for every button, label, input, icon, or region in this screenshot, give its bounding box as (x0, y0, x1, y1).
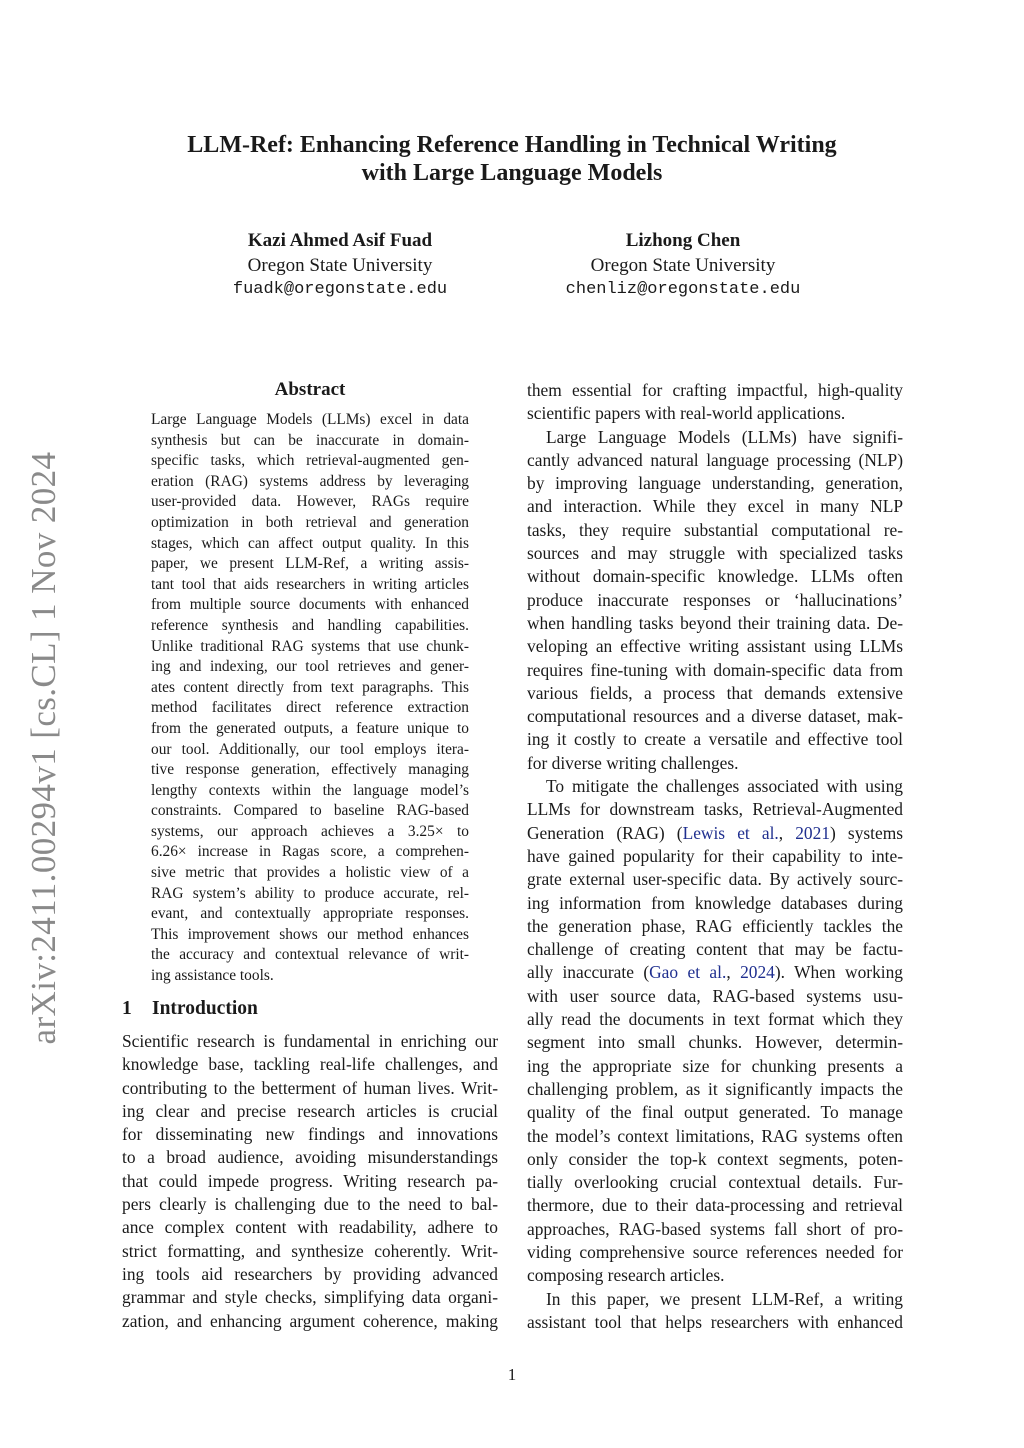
body-line: ing it costly to create a versatile and effective tool (527, 729, 903, 750)
body-line: them essential for crafting impactful, high-quality (527, 380, 903, 400)
body-line: scientific papers with real-world applications. (527, 403, 846, 424)
body-line: with user source data, RAG-based systems usu- (527, 985, 903, 1006)
abstract-line: tive response generation, effectively managing (151, 761, 469, 779)
abstract-line: ates content directly from text paragraphs. This (151, 678, 469, 696)
paper-title (0, 131, 1024, 187)
body-line: knowledge base, tackling real-life challenges, and (122, 1054, 498, 1075)
text-segment: , (726, 962, 741, 983)
body-line: and interaction. While they excel in many NLP (527, 496, 903, 517)
intro-paragraph-4 (527, 1288, 903, 1335)
author-email[interactable]: chenliz@oregonstate.edu (565, 280, 801, 299)
body-line: computational resources and a diverse dataset, mak- (527, 706, 903, 727)
abstract-line: ing and indexing, our tool retrieves and gener- (151, 658, 469, 676)
author-affiliation: Oregon State University (247, 254, 433, 276)
intro-paragraph-3 (527, 775, 903, 1288)
body-line: Scientific research is fundamental in enriching our (122, 1031, 498, 1051)
body-line: ance complex content with readability, adhere to (122, 1217, 498, 1238)
abstract-line: systems, our approach achieves a 3.25× to (151, 822, 469, 840)
body-line: To mitigate the challenges associated with using (546, 776, 903, 797)
abstract-line: This improvement shows our method enhances (151, 925, 469, 943)
body-line: grate external user-specific data. By actively sourc- (527, 869, 903, 890)
abstract-line: eration (RAG) systems address by leveraging (151, 472, 469, 490)
body-line: grammar and style checks, simplifying data organi- (122, 1287, 498, 1308)
body-line: have gained popularity for their capability to inte- (527, 845, 903, 866)
body-line: that could impede progress. Writing research pa- (122, 1170, 498, 1191)
body-line: to a broad audience, avoiding misunderstandings (122, 1147, 498, 1168)
citation-link-gao-authors[interactable]: Gao et al. (649, 962, 727, 983)
abstract-line: from the generated outputs, a feature unique to (151, 719, 469, 737)
section-number: 1 (122, 998, 132, 1019)
arxiv-identifier-text: arXiv:2411.00294v1 [cs.CL] 1 Nov 2024 (24, 451, 63, 1045)
abstract-body (151, 410, 469, 987)
intro-paragraph-1-continued (527, 379, 903, 426)
abstract-line: method facilitates direct reference extraction (151, 699, 469, 717)
abstract-line: specific tasks, which retrieval-augmented gen- (151, 452, 469, 470)
body-line: zation, and enhancing argument coherence, making (122, 1310, 498, 1331)
body-line: sources and may struggle with specialized tasks (527, 543, 903, 564)
abstract-line: RAG system’s ability to produce accurate, rel- (151, 884, 469, 902)
body-line: ing clear and precise research articles is crucial (122, 1100, 498, 1121)
abstract-line: constraints. Compared to baseline RAG-based (151, 802, 469, 820)
body-line: tially overlooking crucial contextual details. Fur- (527, 1172, 903, 1193)
body-line: ing the appropriate size for chunking presents a (527, 1055, 903, 1076)
body-line: ally read the documents in text format which they (527, 1009, 903, 1030)
intro-paragraph-1 (122, 1030, 498, 1333)
body-line: tasks, they require substantial computational re- (527, 519, 903, 540)
title-line-1: LLM-Ref: Enhancing Reference Handling in Technical Writing (187, 132, 837, 158)
abstract-line: reference synthesis and handling capabilities. (151, 616, 469, 634)
body-line-with-citation (527, 961, 903, 984)
citation-link-lewis-year[interactable]: 2021 (795, 822, 831, 843)
citation-link-gao-year[interactable]: 2024 (740, 962, 775, 983)
body-line: viding comprehensive source references needed for (527, 1241, 903, 1262)
abstract-line: paper, we present LLM-Ref, a writing assis- (151, 555, 469, 573)
text-segment: ) systems (830, 822, 903, 843)
text-segment: ally inaccurate ( (527, 962, 650, 983)
body-line: thermore, due to their data-processing and retrieval (527, 1195, 903, 1216)
body-line: Large Language Models (LLMs) have signifi- (546, 426, 903, 447)
body-line: veloping an effective writing assistant using LLMs (527, 636, 903, 657)
body-line: LLMs for downstream tasks, Retrieval-Augmented (527, 799, 903, 820)
body-line: produce inaccurate responses or ‘hallucinations’ (527, 589, 903, 610)
citation-link-lewis-authors[interactable]: Lewis et al. (682, 822, 779, 843)
body-line: for diverse writing challenges. (527, 752, 739, 773)
abstract-line: user-provided data. However, RAGs require (151, 493, 469, 511)
body-line: pers clearly is challenging due to the need to bal- (122, 1194, 498, 1215)
body-line: cantly advanced natural language processing (NLP) (527, 449, 903, 470)
body-line: when handling tasks beyond their training data. De- (527, 612, 903, 633)
author-email[interactable]: fuadk@oregonstate.edu (232, 280, 448, 299)
title-line-2: with Large Language Models (361, 160, 663, 186)
body-line: assistant tool that helps researchers with enhanced (527, 1311, 903, 1332)
abstract-line: optimization in both retrieval and generation (151, 513, 469, 531)
body-line: without domain-specific knowledge. LLMs often (527, 566, 903, 587)
body-line-with-citation (527, 822, 903, 845)
body-line: the model’s context limitations, RAG systems often (527, 1125, 903, 1146)
body-line: quality of the final output generated. To manage (527, 1102, 903, 1123)
body-line: requires fine-tuning with domain-specific data from (527, 659, 903, 680)
abstract-line: lengthy contexts within the language model’s (151, 781, 469, 799)
body-line: the generation phase, RAG efficiently tackles the (527, 915, 903, 936)
body-line: In this paper, we present LLM-Ref, a writing (546, 1288, 903, 1309)
author-name: Lizhong Chen (625, 230, 741, 251)
body-line: strict formatting, and synthesize coherently. Writ- (122, 1240, 498, 1261)
body-line: ing information from knowledge databases during (527, 892, 903, 913)
abstract-line: Unlike traditional RAG systems that use chunk- (151, 637, 469, 655)
abstract-line: our tool. Additionally, our tool employs itera- (151, 740, 469, 758)
intro-paragraph-2 (527, 426, 903, 775)
abstract-line: the accuracy and contextual relevance of writ- (151, 946, 469, 964)
author-block-1 (160, 229, 520, 303)
page-number: 1 (507, 1365, 517, 1384)
abstract-line: ing assistance tools. (151, 967, 274, 985)
body-line: approaches, RAG-based systems fall short of pro- (527, 1218, 903, 1239)
body-line: challenging problem, as it significantly impacts the (527, 1078, 903, 1099)
abstract-line: tant tool that aids researchers in writing articles (151, 575, 469, 593)
abstract-line: stages, which can affect output quality. In this (151, 534, 469, 552)
abstract-heading: Abstract (274, 379, 346, 400)
abstract-line: from multiple source documents with enhanced (151, 596, 469, 614)
abstract-line: Large Language Models (LLMs) excel in data (151, 411, 469, 428)
body-line: by improving language understanding, generation, (527, 473, 903, 494)
body-line: various fields, a process that demands extensive (527, 682, 903, 703)
body-line: ing tools aid researchers by providing advanced (122, 1263, 498, 1284)
author-name: Kazi Ahmed Asif Fuad (247, 230, 433, 251)
text-segment: ). When working (774, 962, 903, 983)
text-segment: , (778, 822, 796, 843)
abstract-line: evant, and contextually appropriate responses. (151, 905, 469, 923)
abstract-line: 6.26× increase in Ragas score, a comprehen- (151, 843, 469, 861)
right-column (527, 379, 903, 1334)
author-affiliation: Oregon State University (590, 254, 776, 276)
author-block-2 (503, 229, 863, 303)
body-line: for disseminating new findings and innovations (122, 1124, 498, 1145)
abstract-line: synthesis but can be inaccurate in domain- (151, 431, 469, 449)
section-title: Introduction (152, 998, 258, 1019)
body-line: contributing to the betterment of human lives. Writ- (122, 1077, 498, 1098)
body-line: segment into small chunks. However, determin- (527, 1032, 903, 1053)
text-segment: Generation (RAG) ( (527, 822, 683, 843)
body-line: only consider the top-k context segments, poten- (527, 1148, 903, 1169)
section-heading-introduction (122, 996, 258, 1022)
body-line: composing research articles. (527, 1265, 725, 1286)
body-line: challenge of creating content that may be factu- (527, 939, 903, 960)
abstract-line: sive metric that provides a holistic view of a (151, 864, 469, 882)
